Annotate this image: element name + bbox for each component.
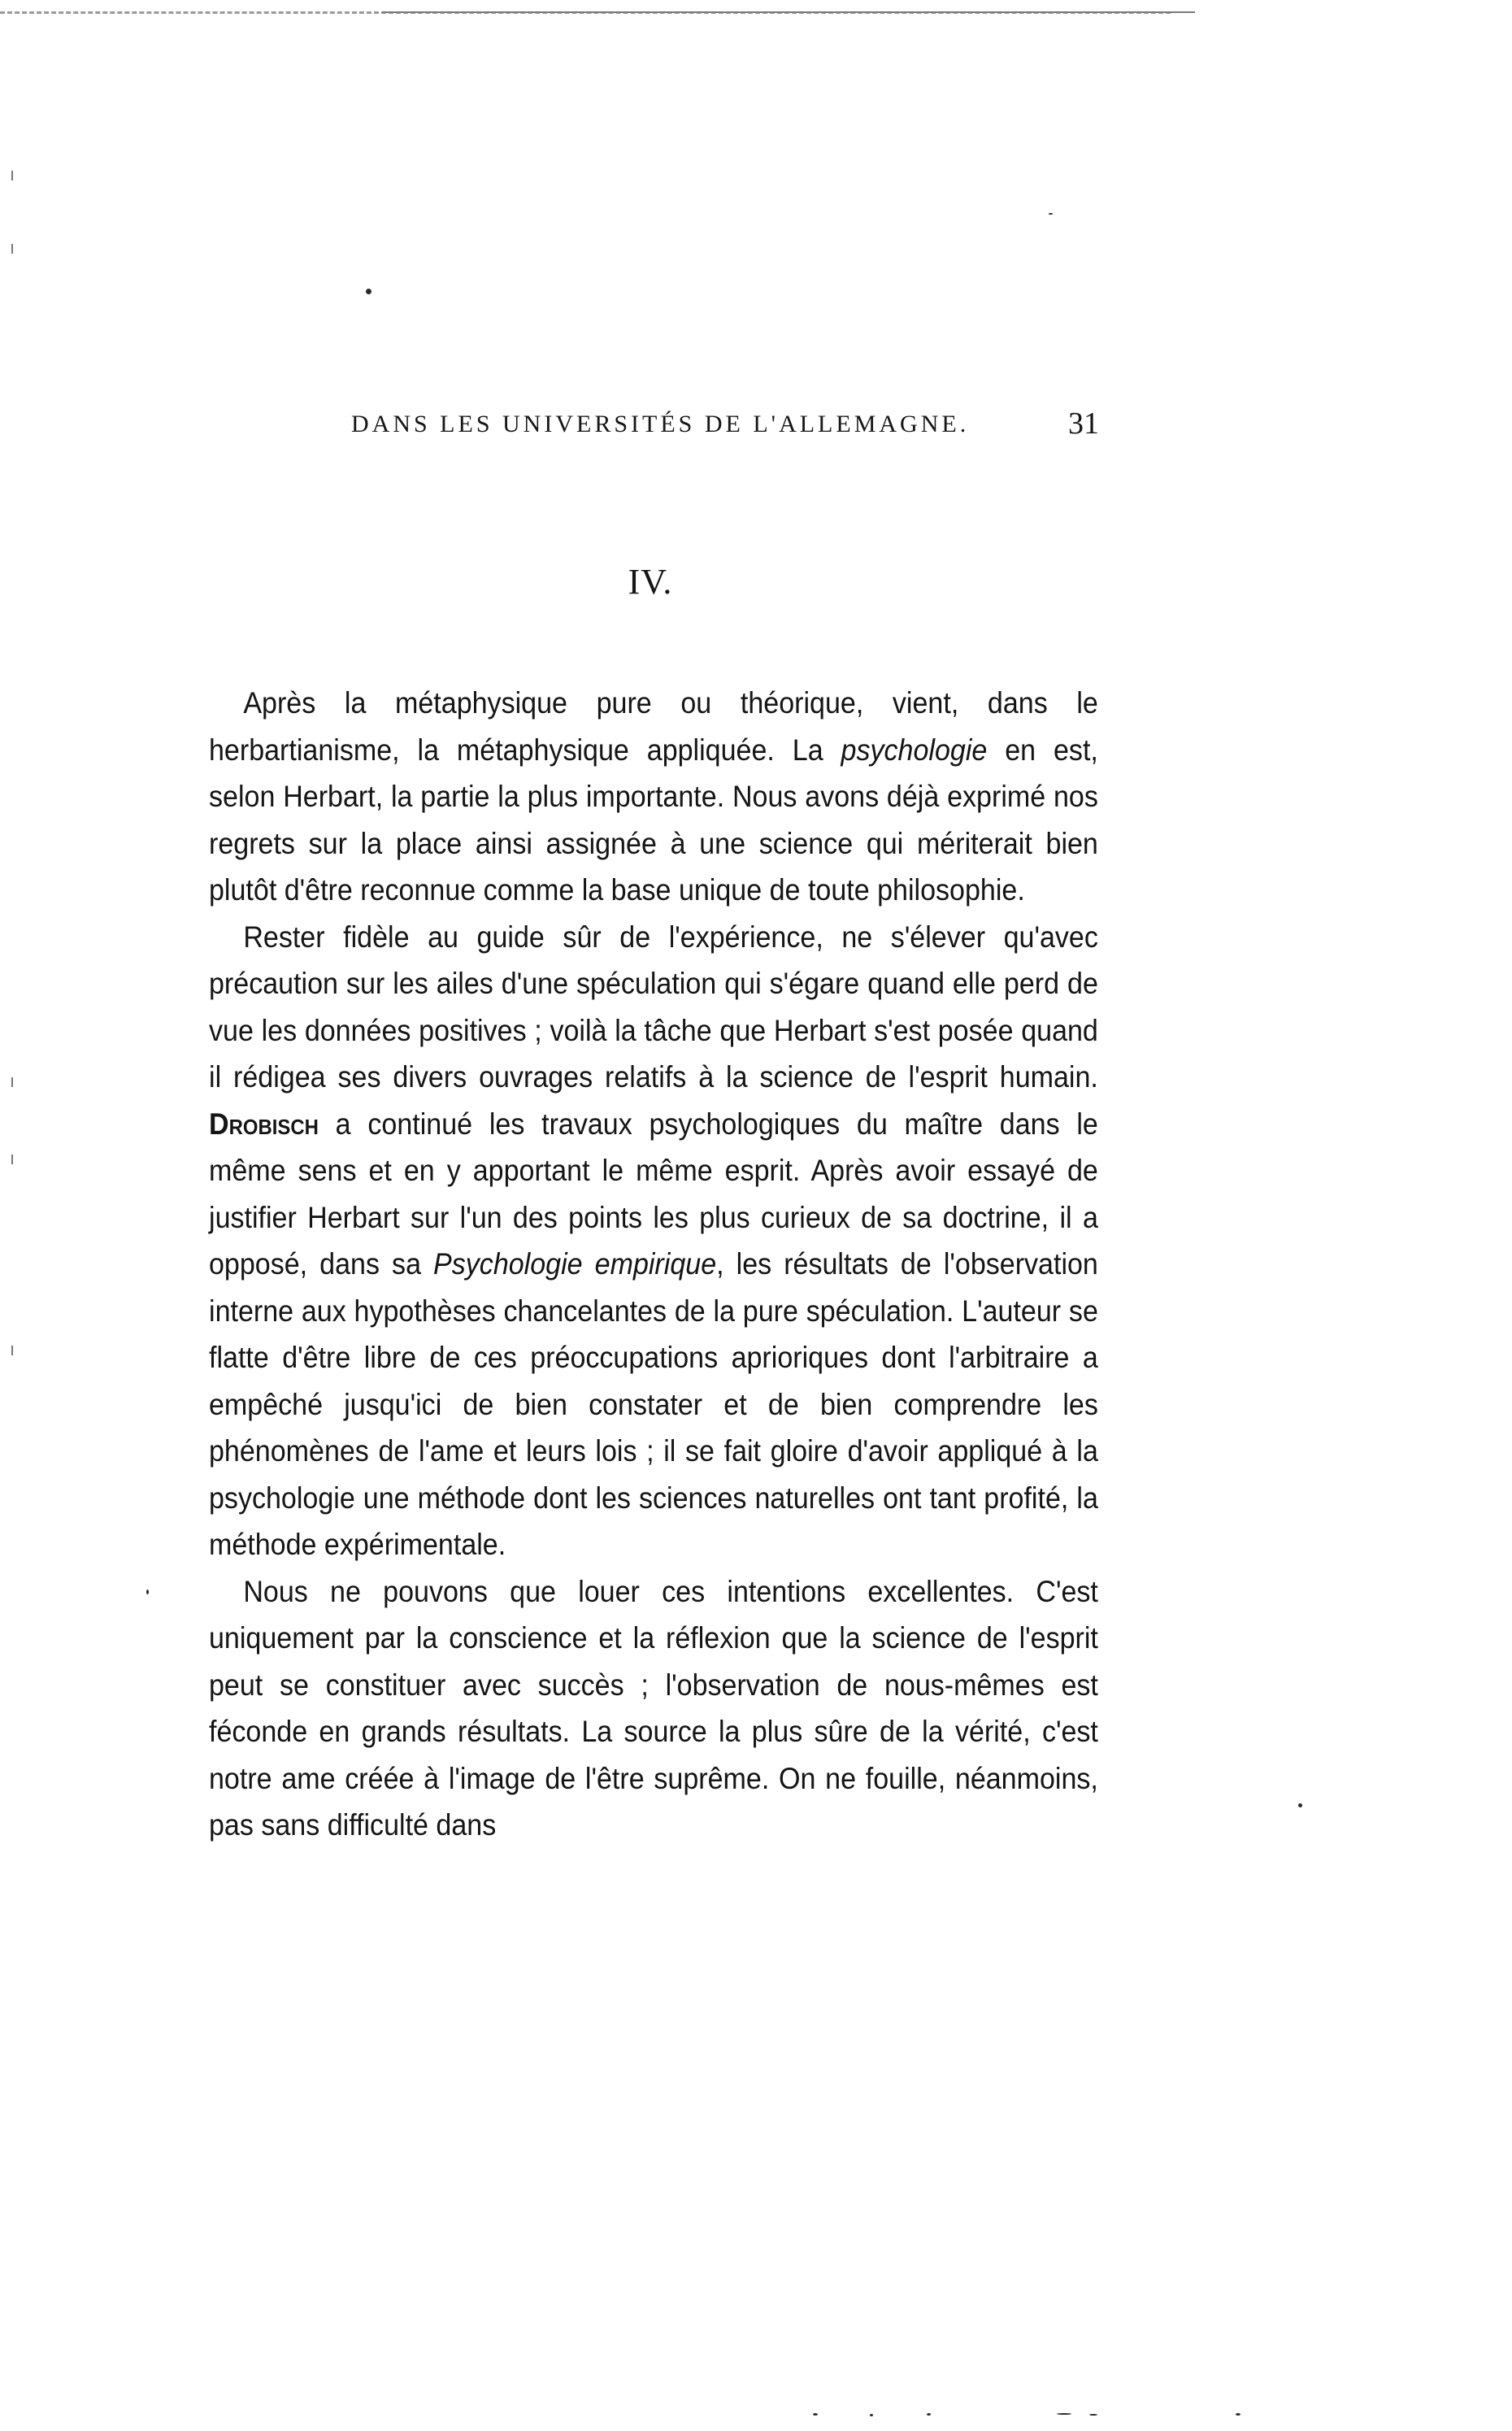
running-head [351, 407, 1099, 451]
ink-speck [870, 2414, 873, 2416]
ink-speck [927, 2413, 931, 2416]
scan-edge-mark [11, 1346, 13, 1355]
paragraph-2 [209, 914, 1098, 1568]
section-number: IV. [628, 562, 673, 602]
paragraph-1-text: Après la métaphysique pure ou théorique, vient, dans le herbartianisme, la métaphysique appliquée. La [209, 686, 1098, 767]
paragraph-2-text: Rester fidèle au guide sûr de l'expérience, ne s'élever qu'avec précaution sur les ailes d'une spéculation qui s'égare quand elle perd de vue les données positives ; voilà la tâche que Herbart s'est posée quand il rédigea ses divers ouvrages relatifs à la science de l'esprit humain. [209, 920, 1098, 1094]
book-title-psychologie-empirique: Psychologie empirique [433, 1247, 717, 1281]
paragraph-3-text: Nous ne pouvons que louer ces intentions excellentes. C'est uniquement par la conscience et la réflexion que la science de l'esprit peut se constituer avec succès ; l'observation de nous-mêmes est féconde en grands résultats. La source la plus sûre de la vérité, c'est notre ame créée à l'image de l'être suprême. On ne fouille, néanmoins, pas sans difficulté dans [209, 1574, 1098, 1842]
ink-speck [1057, 2413, 1071, 2415]
ink-speck [146, 1590, 149, 1594]
bottom-edge-specks [813, 2413, 1268, 2418]
ink-speck [1049, 213, 1053, 215]
page-number: 31 [1068, 407, 1099, 441]
ink-speck [366, 289, 371, 294]
scan-edge-mark [11, 171, 13, 180]
paragraph-1-text-cont: en est, selon Herbart, la partie la plus importante. Nous avons déjà exprimé nos regrets sur la place ainsi assignée à une science qui mériterait bien plutôt d'être reconnue comme la base unique de toute philosophie. [209, 733, 1098, 907]
paragraph-2-text-cont: a continué les travaux psychologiques du maître dans le même sens et en y apportant le même esprit. Après avoir essayé de justifier Herbart sur l'un des points les plus curieux de sa doctrine, il a opposé, dans sa [209, 1107, 1098, 1281]
paragraph-1 [209, 680, 1098, 914]
italic-term-psychologie: psychologie [841, 733, 988, 767]
scan-edge-mark [11, 1155, 13, 1164]
body-text [209, 680, 1098, 1849]
ink-speck [813, 2413, 818, 2416]
running-head-title: DANS LES UNIVERSITÉS DE L'ALLEMAGNE. [351, 411, 970, 437]
ink-speck [1298, 1803, 1302, 1807]
scan-edge-mark [11, 1077, 13, 1087]
top-edge-rule-solid [382, 11, 1195, 13]
ink-speck [1089, 2414, 1097, 2416]
author-name-drobisch: Drobisch [209, 1107, 319, 1141]
scan-edge-mark [11, 244, 13, 254]
paragraph-3 [209, 1568, 1098, 1849]
paragraph-2-text-end: , les résultats de l'observation interne aux hypothèses chancelantes de la pure spéculation. L'auteur se flatte d'être libre de ces préoccupations aprioriques dont l'arbitraire a empêché jusqu'ici de bien constater et de bien comprendre les phénomènes de l'ame et leurs lois ; il se fait gloire d'avoir appliqué à la psychologie une méthode dont les sciences naturelles ont tant profité, la méthode expérimentale. [209, 1247, 1098, 1561]
ink-speck [1236, 2413, 1240, 2416]
